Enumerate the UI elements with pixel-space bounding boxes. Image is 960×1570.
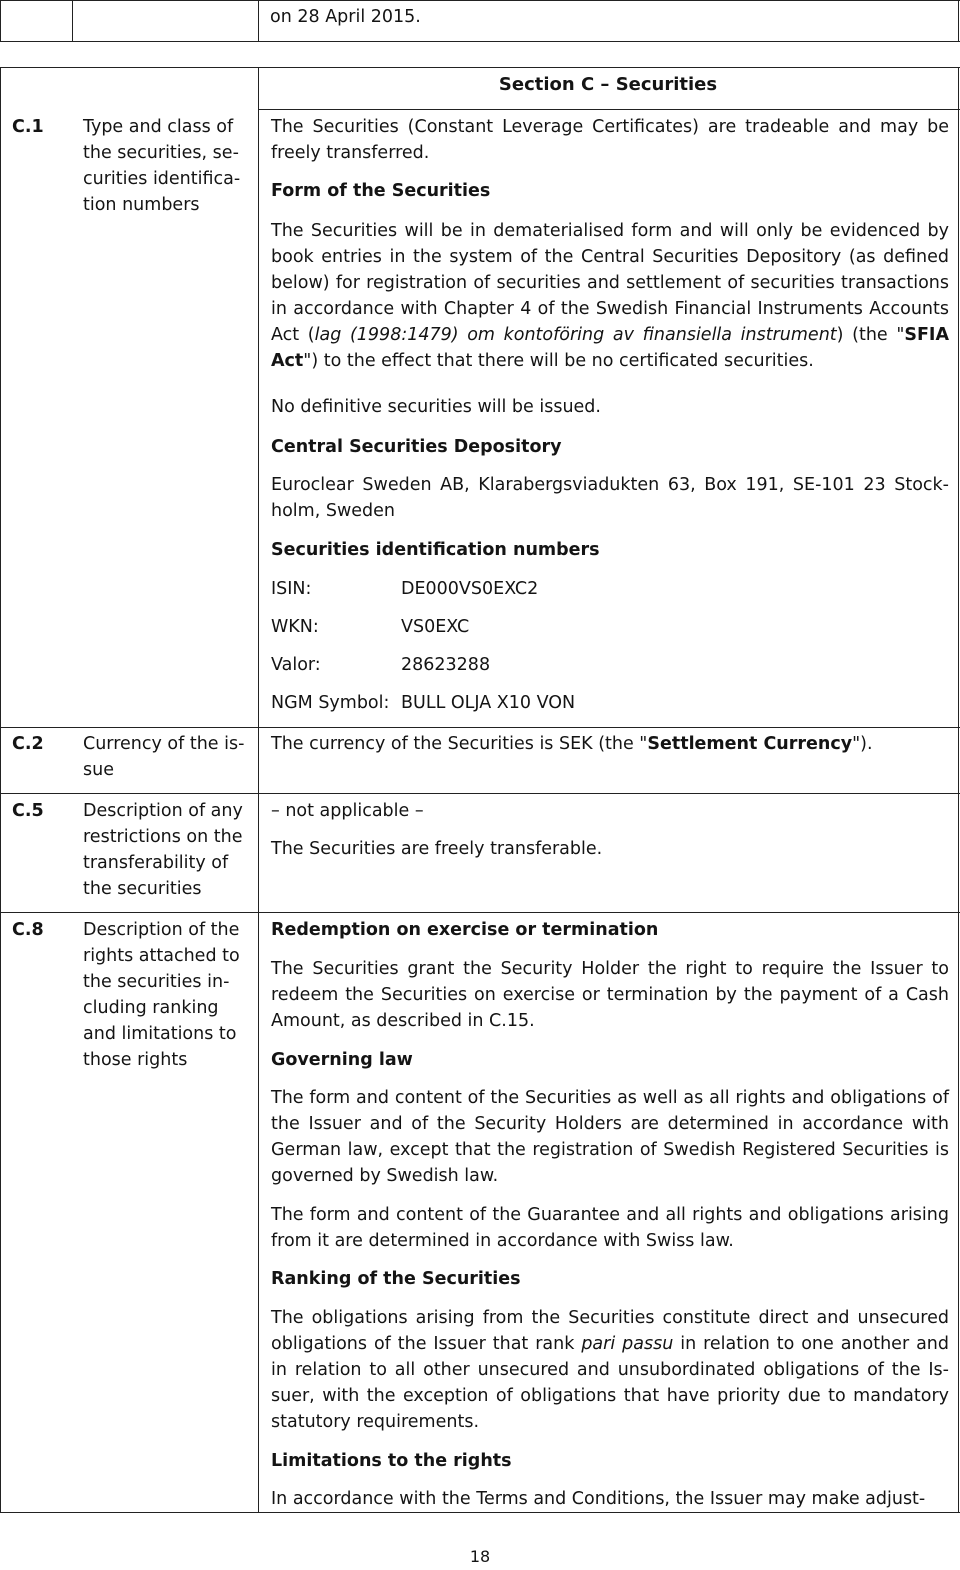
header-cell-text: on 28 April 2015. [270,7,421,27]
c1-form-text-sfia: SFIA Act [271,325,949,371]
wkn-key: WKN: [271,617,319,637]
c8-ranking-heading: Ranking of the Securities [271,1269,521,1289]
c1-form-text-part3: ") to the effect that there will be no certificated securities. [303,351,814,371]
c1-csd-text: Euroclear Sweden AB, Klarabergsviadukten 63, Box 191, SE-101 23 Stockholm, Sweden [271,475,949,521]
c8-governing-text-1: The form and content of the Securities as well as all rights and obligations of the Issuer and of the Security Holders are determined in accordance with German law, except that the registration of Swedish Registered Securities is governed by Swedish law. [271,1088,949,1186]
c8-ranking-text-part1: The obligations arising from the Securities constitute direct and unsecured obligations of the Issuer that rank [271,1308,949,1354]
row-divider-c2-c5 [0,793,960,794]
top-table-border-left [0,0,1,42]
c5-id: C.5 [12,801,44,821]
valor-key: Valor: [271,655,321,675]
top-table-border-bottom [0,41,960,42]
main-table-divider [258,67,259,1513]
page-number: 18 [469,1547,491,1566]
c5-not-applicable: – not applicable – [271,801,424,821]
c5-label: Description of any restrictions on the transferability of the securities [83,801,243,899]
c1-intro: The Securities (Constant Leverage Certificates) are tradeable and may be freely transferred. [271,117,949,163]
isin-value: DE000VS0EXC2 [401,579,539,599]
c1-form-text-lag: lag (1998:1479) om kontoföring av finansiella instrument [314,325,837,345]
c8-id: C.8 [12,920,44,940]
top-table-divider-1 [72,0,73,42]
c1-form-text [271,218,949,374]
top-table-divider-2 [258,0,259,42]
isin-key: ISIN: [271,579,312,599]
c1-csd-heading: Central Securities Depository [271,437,562,457]
ngm-symbol-value: BULL OLJA X10 VON [401,693,576,713]
c1-ids-heading: Securities identification numbers [271,540,600,560]
c1-form-text-part1: The Securities will be in dematerialised form and will only be evidenced by book entries in the system of the Central Securities Depository (as defined below) for registration of securities and settlement of securities transactions in accordance with Chapter 4 of the Swedish Financial Instruments Accounts Act ( [271,221,949,345]
top-table-border-top [0,0,960,1]
c2-text-part1: The currency of the Securities is SEK (the " [271,734,648,754]
wkn-value: VS0EXC [401,617,470,637]
c8-redemption-text: The Securities grant the Security Holder the right to require the Issuer to redeem the Securities on exercise or termination by the payment of a Cash Amount, as described in C.15. [271,959,949,1031]
c2-text-bold: Settlement Currency [647,734,853,754]
c5-text: The Securities are freely transferable. [271,839,603,859]
c8-limitations-text: In accordance with the Terms and Conditions, the Issuer may make adjust- [271,1489,926,1509]
c2-label: Currency of the issue [83,734,245,780]
section-header-border-bottom [258,109,960,110]
main-table-border-bottom [0,1512,960,1513]
c1-label: Type and class of the securities, securities identification numbers [83,117,241,215]
c1-id: C.1 [12,117,44,137]
c8-label: Description of the rights attached to the securities including ranking and limitations to those rights [83,920,240,1070]
row-divider-c5-c8 [0,912,960,913]
main-table-border-left [0,67,1,1513]
section-title: Section C – Securities [498,74,718,95]
c8-ranking-text [271,1305,949,1435]
main-table-border-top [0,67,960,68]
c1-form-heading: Form of the Securities [271,181,491,201]
c8-governing-heading: Governing law [271,1050,413,1070]
c2-text [271,731,949,757]
top-table-border-right [958,0,959,42]
c2-id: C.2 [12,734,44,754]
c8-limitations-heading: Limitations to the rights [271,1451,512,1471]
c1-no-definitive: No definitive securities will be issued. [271,397,601,417]
ngm-symbol-key: NGM Symbol: [271,693,390,713]
c2-text-part2: "). [852,734,873,754]
c8-ranking-italic: pari passu [581,1334,674,1354]
c1-form-text-part2: ) (the " [836,325,905,345]
c8-redemption-heading: Redemption on exercise or termination [271,920,659,940]
c8-governing-text-2: The form and content of the Guarantee and all rights and obligations arising from it are determined in accordance with Swiss law. [271,1205,949,1251]
c8-ranking-text-part2: in relation to one another and in relation to all other unsecured and unsubordinated obligations of the Issuer, with the exception of obligations that have priority due to mandatory statutory requirements. [271,1334,949,1432]
main-table-border-right [958,67,959,1513]
valor-value: 28623288 [401,655,491,675]
row-divider-c1-c2 [0,727,960,728]
